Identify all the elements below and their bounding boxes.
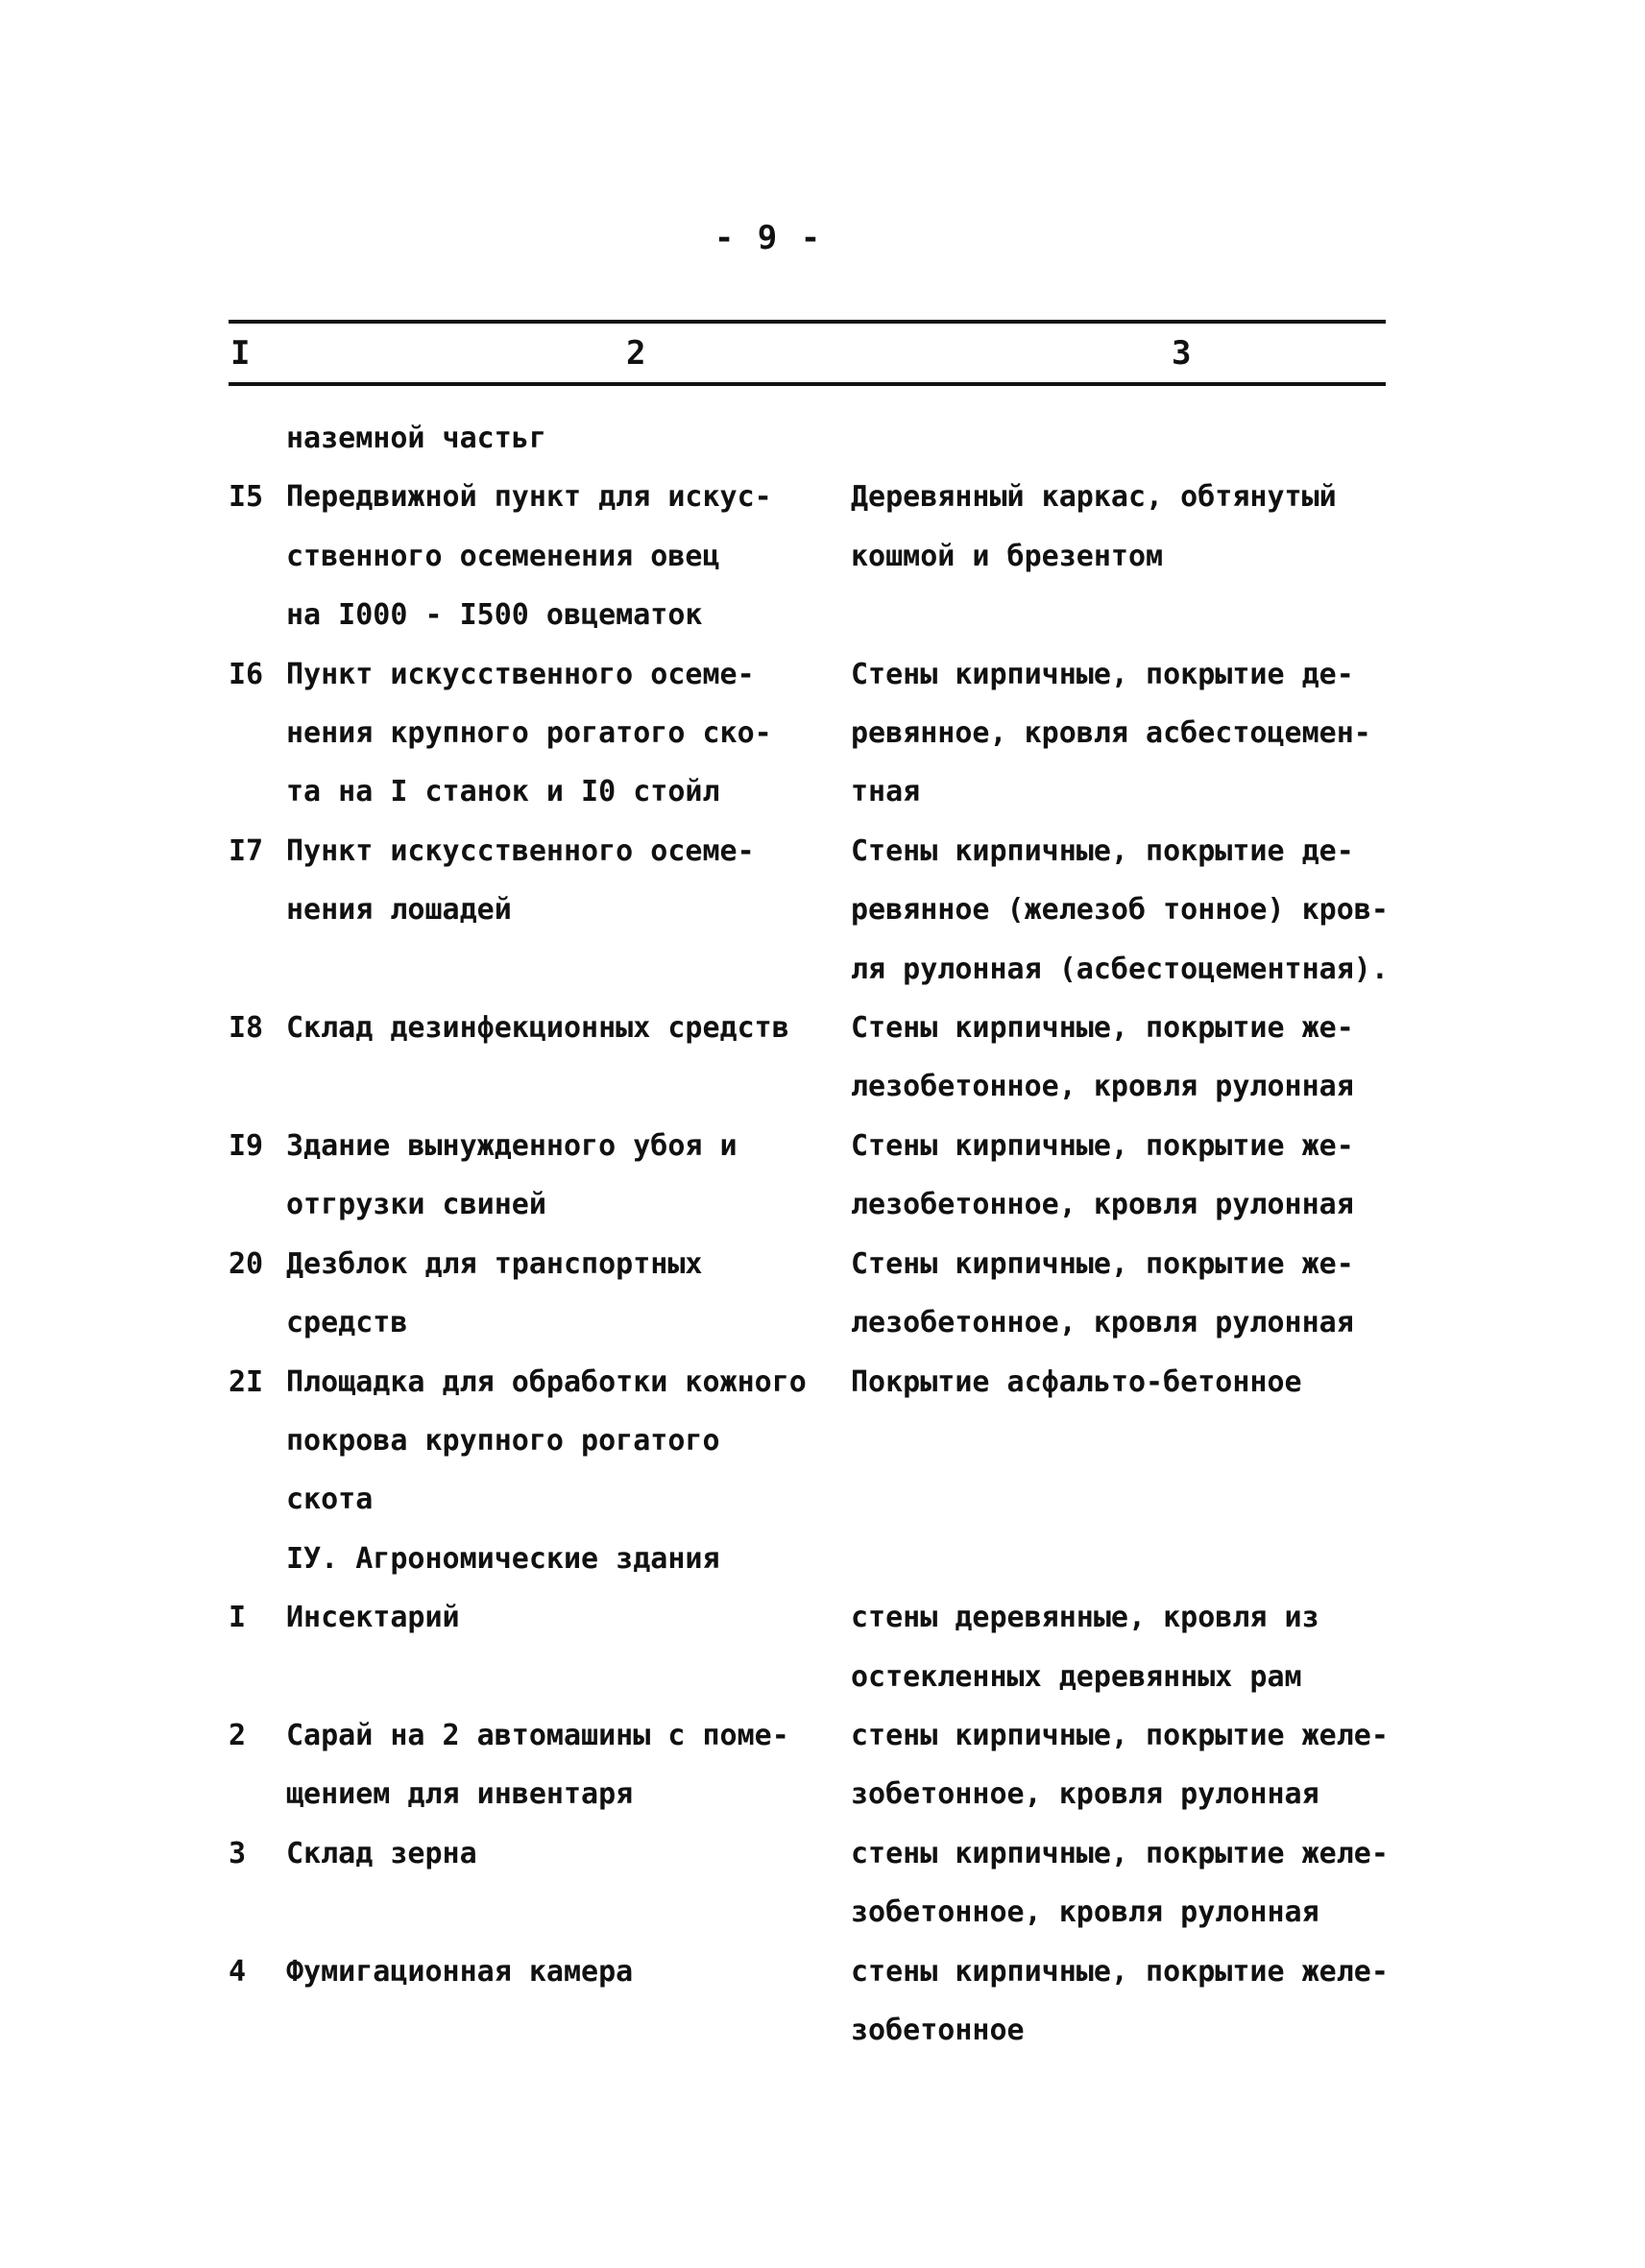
row-description: Стены кирпичные, покрытие де- ревянное, кровля асбестоцемен- тная bbox=[851, 657, 1371, 809]
continuation-text: наземной частьг bbox=[286, 422, 546, 455]
row-number: 4 bbox=[229, 1954, 247, 1989]
row-number: I7 bbox=[229, 833, 264, 868]
column-header-2: 2 bbox=[626, 334, 646, 373]
row-number: 20 bbox=[229, 1246, 264, 1281]
row-number: I8 bbox=[229, 1011, 264, 1046]
table-header-rule bbox=[229, 382, 1386, 386]
section-title: IУ. Агрономические здания bbox=[286, 1541, 720, 1576]
table-row bbox=[229, 1353, 1410, 1530]
table-row bbox=[229, 1824, 1410, 1942]
table-row bbox=[229, 468, 1410, 644]
table-row bbox=[229, 1117, 1410, 1235]
page-number: - 9 - bbox=[714, 219, 823, 257]
row-number: 3 bbox=[229, 1836, 247, 1870]
buildings-table bbox=[229, 409, 1410, 2060]
table-row bbox=[229, 999, 1410, 1117]
row-number: I6 bbox=[229, 657, 264, 691]
table-row bbox=[229, 1942, 1410, 2061]
row-name: Сарай на 2 автомашины с поме- щением для инвентаря bbox=[286, 1718, 789, 1812]
row-description: стены кирпичные, покрытие желе- зобетонное bbox=[851, 1954, 1389, 2047]
table-row bbox=[229, 1235, 1410, 1353]
row-number: 2I bbox=[229, 1364, 264, 1399]
row-name: Склад зерна bbox=[286, 1836, 477, 1870]
row-number: I bbox=[229, 1601, 247, 1635]
row-name: Здание вынужденного убоя и отгрузки свиней bbox=[286, 1128, 738, 1222]
row-name: Пункт искусственного осеме- нения крупного рогатого ско- та на I станок и I0 стойл bbox=[286, 657, 772, 809]
table-row bbox=[229, 645, 1410, 822]
row-number: 2 bbox=[229, 1718, 247, 1752]
row-name: Площадка для обработки кожного покрова крупного рогатого скота bbox=[286, 1364, 807, 1517]
row-description: Стены кирпичные, покрытие де- ревянное (железоб тонное) кров- ля рулонная (асбестоцементная). bbox=[851, 833, 1389, 986]
row-name: Склад дезинфекционных средств bbox=[286, 1011, 789, 1046]
column-header-3: 3 bbox=[1172, 334, 1192, 373]
row-number: I5 bbox=[229, 480, 264, 515]
row-description: Деревянный каркас, обтянутый кошмой и брезентом bbox=[851, 480, 1337, 573]
row-description: стены кирпичные, покрытие желе- зобетонное, кровля рулонная bbox=[851, 1718, 1389, 1812]
section-row bbox=[229, 1530, 1410, 1588]
table-row bbox=[229, 1706, 1410, 1824]
row-description: Стены кирпичные, покрытие же- лезобетонное, кровля рулонная bbox=[851, 1011, 1354, 1104]
row-name: Пункт искусственного осеме- нения лошадей bbox=[286, 833, 755, 928]
table-row bbox=[229, 1588, 1410, 1706]
row-name: Инсектарий bbox=[286, 1601, 460, 1635]
row-description: стены деревянные, кровля из остекленных деревянных рам bbox=[851, 1601, 1319, 1694]
table-top-rule bbox=[229, 320, 1386, 324]
row-description: Стены кирпичные, покрытие же- лезобетонное, кровля рулонная bbox=[851, 1128, 1354, 1222]
row-name: Передвижной пункт для искус- ственного осеменения овец на I000 - I500 овцематок bbox=[286, 480, 772, 633]
column-header-1: I bbox=[230, 334, 251, 373]
table-row bbox=[229, 822, 1410, 999]
row-description: Покрытие асфальто-бетонное bbox=[851, 1364, 1302, 1399]
row-description: стены кирпичные, покрытие желе- зобетонное, кровля рулонная bbox=[851, 1836, 1389, 1930]
row-name: Дезблок для транспортных средств bbox=[286, 1246, 703, 1340]
continuation-row bbox=[229, 409, 1410, 468]
row-description: Стены кирпичные, покрытие же- лезобетонное, кровля рулонная bbox=[851, 1246, 1354, 1340]
row-number: I9 bbox=[229, 1128, 264, 1163]
row-name: Фумигационная камера bbox=[286, 1954, 634, 1989]
